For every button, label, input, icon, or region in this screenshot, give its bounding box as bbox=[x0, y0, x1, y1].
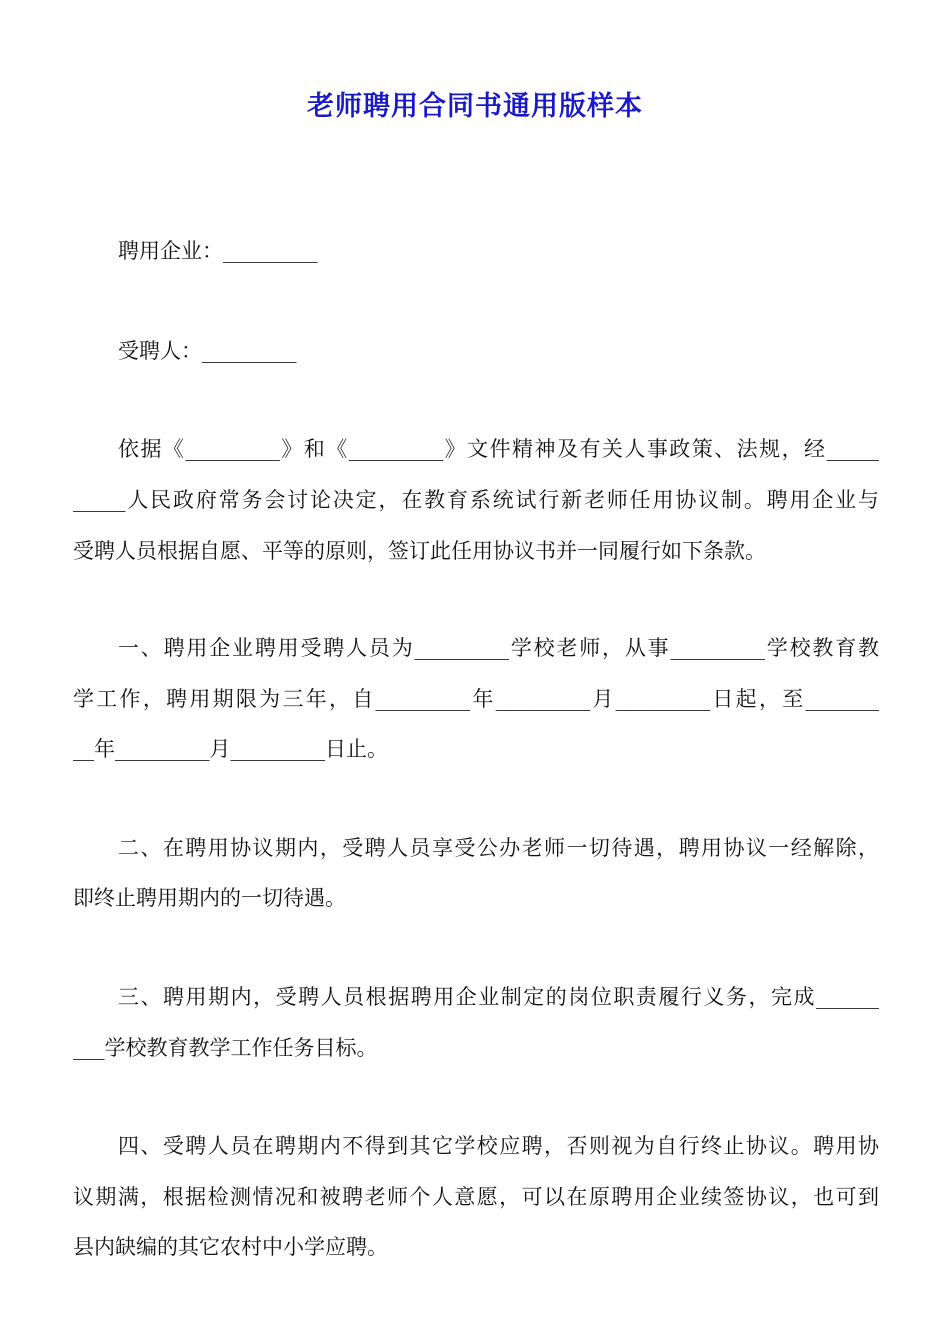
clause-2-line-1: 二、在聘用协议期内，受聘人员享受公办老师一切待遇，聘用协议一经解除， bbox=[118, 836, 879, 860]
clause-4-line-3: 县内缺编的其它农村中小学应聘。 bbox=[73, 1235, 388, 1259]
clause-3-line-1: 三、聘用期内，受聘人员根据聘用企业制定的岗位职责履行义务，完成______ bbox=[118, 985, 879, 1009]
intro-line-2: _____人民政府常务会讨论决定，在教育系统试行新老师任用协议制。聘用企业与 bbox=[73, 488, 879, 512]
clause-4-line-2: 议期满，根据检测情况和被聘老师个人意愿，可以在原聘用企业续签协议，也可到 bbox=[73, 1185, 879, 1209]
clause-2-line-2: 即终止聘用期内的一切待遇。 bbox=[73, 886, 346, 910]
intro-line-1: 依据《_________》和《_________》文件精神及有关人事政策、法规，经_____ bbox=[118, 437, 879, 461]
clause-3-line-2: ___学校教育教学工作任务目标。 bbox=[73, 1036, 378, 1060]
employer-field-line: 聘用企业：_________ bbox=[118, 239, 318, 263]
clause-4-line-1: 四、受聘人员在聘期内不得到其它学校应聘，否则视为自行终止协议。聘用协 bbox=[118, 1134, 879, 1158]
intro-line-3: 受聘人员根据自愿、平等的原则，签订此任用协议书并一同履行如下条款。 bbox=[73, 539, 766, 563]
clause-1-line-2: 学工作，聘用期限为三年，自_________年_________月_________日起，至_______ bbox=[73, 687, 879, 711]
clause-1-line-3: __年_________月_________日止。 bbox=[73, 737, 388, 761]
document-title: 老师聘用合同书通用版样本 bbox=[307, 91, 643, 122]
clause-1-line-1: 一、聘用企业聘用受聘人员为_________学校老师，从事_________学校教育教 bbox=[118, 636, 879, 660]
employee-field-line: 受聘人：_________ bbox=[118, 339, 297, 363]
